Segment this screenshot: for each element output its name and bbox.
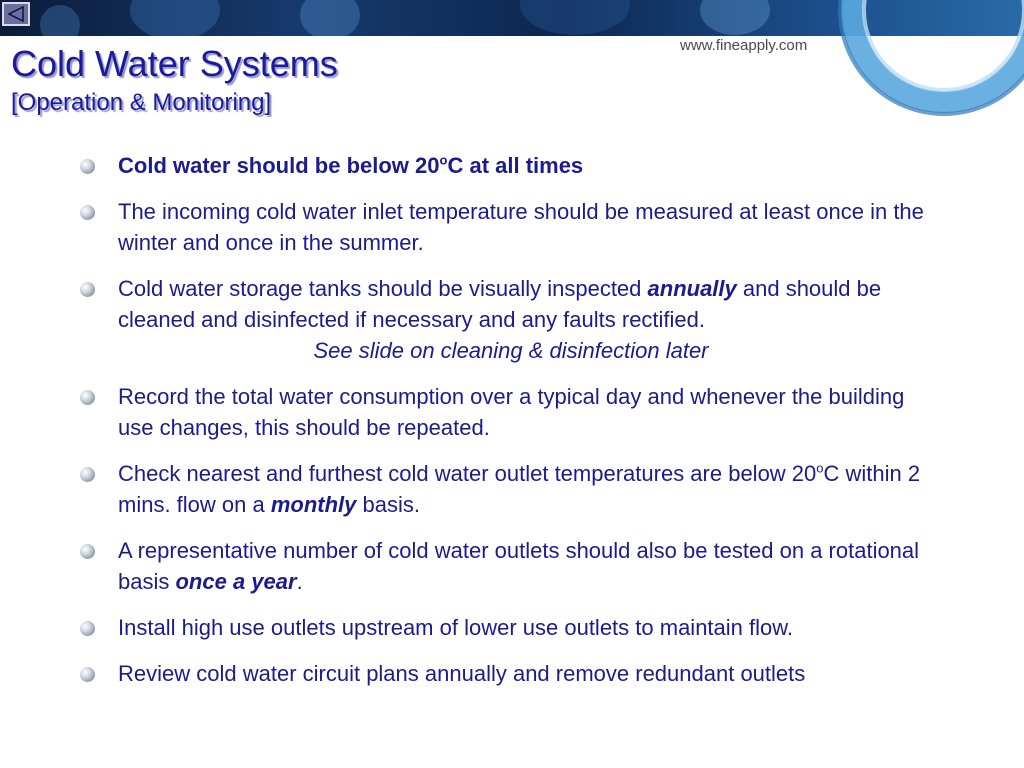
list-item — [80, 273, 940, 366]
list-item — [80, 612, 940, 643]
bullet-icon — [80, 159, 95, 174]
page-subtitle: [Operation & Monitoring] — [11, 89, 272, 116]
bullet-text: Cold water should be below 20$^o$C at all times — [118, 152, 584, 178]
bullet-text: Record the total water consumption over a typical day and whenever the building use changes, this should be repeated. — [118, 384, 905, 440]
bullet-icon — [80, 282, 95, 297]
bullet-icon — [80, 467, 95, 482]
bullet-text: Install high use outlets upstream of lower use outlets to maintain flow. — [118, 615, 794, 640]
banner-decoration — [40, 5, 80, 36]
bullet-text: The incoming cold water inlet temperature should be measured at least once in the winter and once in the summer. — [118, 199, 924, 255]
bullet-icon — [80, 667, 95, 682]
list-item — [80, 381, 940, 443]
banner-decoration — [700, 0, 770, 35]
bullet-text: Check nearest and furthest cold water outlet temperatures are below 20$^o$C within 2 mins. flow on a monthly basis. — [118, 460, 921, 517]
back-button[interactable] — [2, 2, 30, 26]
list-item — [80, 658, 940, 689]
banner-decoration — [300, 0, 360, 36]
bullet-icon — [80, 390, 95, 405]
bullet-note: See slide on cleaning & disinfection later — [313, 338, 709, 363]
bullet-icon — [80, 205, 95, 220]
bullet-text: Cold water storage tanks should be visually inspected annually and should be cleaned and disinfected if necessary and any faults rectified. — [118, 276, 882, 332]
page-title: Cold Water Systems — [11, 43, 338, 84]
banner-decoration — [520, 0, 630, 35]
bullet-icon — [80, 621, 95, 636]
list-item — [80, 535, 940, 597]
banner-decoration — [130, 0, 220, 36]
bullet-icon — [80, 544, 95, 559]
site-url: www.fineapply.com — [680, 37, 808, 54]
list-item — [80, 196, 940, 258]
bullet-list — [80, 150, 940, 704]
triangle-left-icon — [7, 6, 25, 22]
bullet-text: A representative number of cold water outlets should also be tested on a rotational basis once a year. — [118, 538, 920, 594]
bullet-text: Review cold water circuit plans annually and remove redundant outlets — [118, 661, 806, 686]
list-item — [80, 458, 940, 520]
header-banner — [0, 0, 1024, 36]
list-item — [80, 150, 940, 181]
